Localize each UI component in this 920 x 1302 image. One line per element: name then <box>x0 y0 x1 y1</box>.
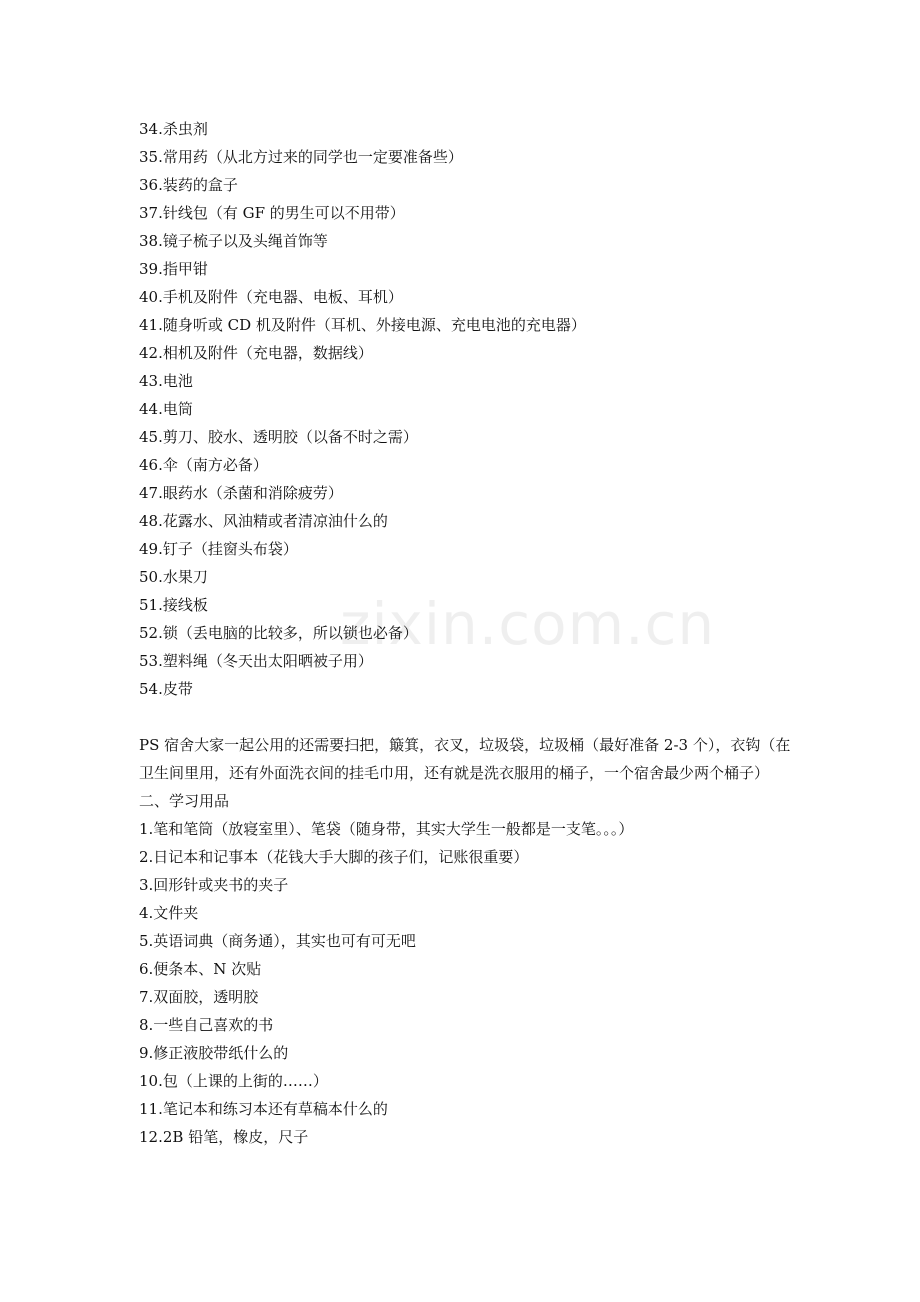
supplies-list <box>139 115 799 703</box>
list-item: 12.2B 铅笔，橡皮，尺子 <box>139 1128 309 1146</box>
list-item: 10.包（上课的上街的……） <box>139 1072 328 1090</box>
list-item: 50.水果刀 <box>139 568 208 586</box>
list-item: 45.剪刀、胶水、透明胶（以备不时之需） <box>139 428 418 446</box>
list-item: 1.笔和笔筒（放寝室里）、笔袋（随身带，其实大学生一般都是一支笔。。。） <box>139 820 634 838</box>
list-item: 35.常用药（从北方过来的同学也一定要准备些） <box>139 148 463 166</box>
list-item: 4.文件夹 <box>139 904 199 922</box>
list-item: 51.接线板 <box>139 596 208 614</box>
list-item: 36.装药的盒子 <box>139 176 238 194</box>
list-item: 2.日记本和记事本（花钱大手大脚的孩子们，记账很重要） <box>139 848 529 866</box>
list-item: 42.相机及附件（充电器，数据线） <box>139 344 373 362</box>
study-supplies-list <box>139 815 799 1151</box>
list-item: 5.英语词典（商务通），其实也可有可无吧 <box>139 932 416 950</box>
list-item: 6.便条本、N 次贴 <box>139 960 262 978</box>
list-item: 43.电池 <box>139 372 193 390</box>
list-item: 52.锁（丢电脑的比较多，所以锁也必备） <box>139 624 418 642</box>
list-item: 41.随身听或 CD 机及附件（耳机、外接电源、充电电池的充电器） <box>139 316 586 334</box>
document-content <box>139 115 799 1151</box>
list-item: 53.塑料绳（冬天出太阳晒被子用） <box>139 652 373 670</box>
list-item: 38.镜子梳子以及头绳首饰等 <box>139 232 328 250</box>
list-item: 7.双面胶，透明胶 <box>139 988 259 1006</box>
list-item: 44.电筒 <box>139 400 193 418</box>
section-title: 二、学习用品 <box>139 792 230 810</box>
list-item: 37.针线包（有 GF 的男生可以不用带） <box>139 204 405 222</box>
list-item: 3.回形针或夹书的夹子 <box>139 876 289 894</box>
list-item: 54.皮带 <box>139 680 193 698</box>
list-item: 39.指甲钳 <box>139 260 208 278</box>
list-item: 47.眼药水（杀菌和消除疲劳） <box>139 484 343 502</box>
watermark: zixin.com.cn <box>340 590 716 658</box>
list-item: 34.杀虫剂 <box>139 120 208 138</box>
list-item: 8.一些自己喜欢的书 <box>139 1016 274 1034</box>
list-item: 40.手机及附件（充电器、电板、耳机） <box>139 288 403 306</box>
list-item: 11.笔记本和练习本还有草稿本什么的 <box>139 1100 388 1118</box>
list-item: 48.花露水、风油精或者清凉油什么的 <box>139 512 388 530</box>
list-item: 9.修正液胶带纸什么的 <box>139 1044 289 1062</box>
ps-note: PS 宿舍大家一起公用的还需要扫把，簸箕，衣叉，垃圾袋，垃圾桶（最好准备 2-3 个），衣钩（在卫生间里用，还有外面洗衣间的挂毛巾用，还有就是洗衣服用的桶子，一个宿舍最少两个桶子） <box>139 736 791 782</box>
list-item: 49.钉子（挂窗头布袋） <box>139 540 298 558</box>
list-item: 46.伞（南方必备） <box>139 456 268 474</box>
